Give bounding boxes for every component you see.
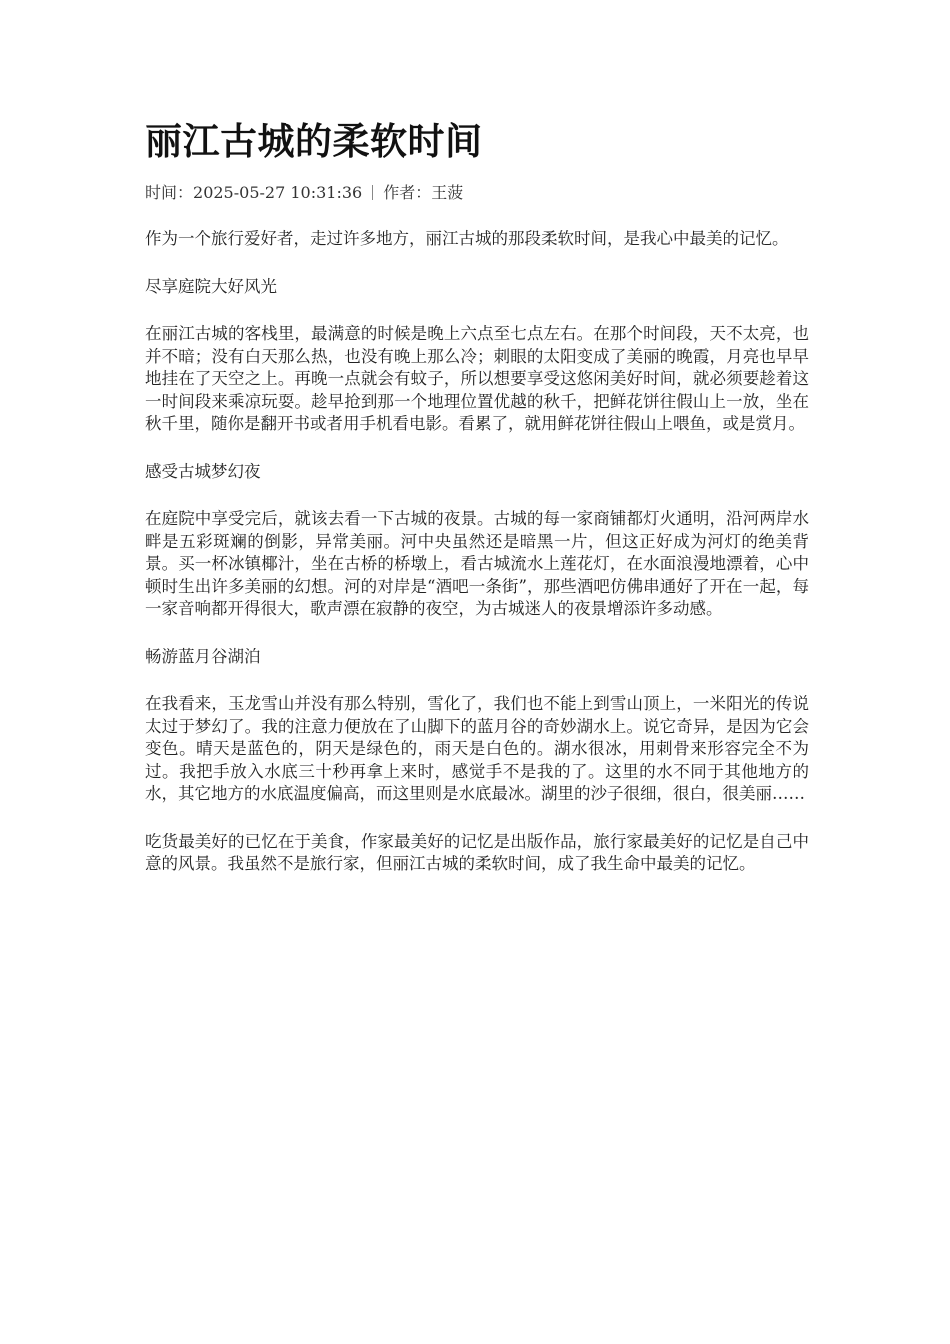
intro-paragraph: 作为一个旅行爱好者，走过许多地方，丽江古城的那段柔软时间，是我心中最美的记忆。 bbox=[145, 229, 789, 248]
article-body bbox=[145, 228, 809, 876]
section-heading-courtyard: 尽享庭院大好风光 bbox=[145, 276, 277, 296]
section-paragraph-blue-moon-valley: 在我看来，玉龙雪山并没有那么特别，雪化了，我们也不能上到雪山顶上，一米阳光的传说太过于梦幻了。我的注意力便放在了山脚下的蓝月谷的奇妙湖水上。说它奇异，是因为它会变色。晴天是蓝色的，阴天是绿色的，雨天是白色的。湖水很冰，用刺骨来形容完全不为过。我把手放入水底三十秒再拿上来时，感觉手不是我的了。这里的水不同于其他地方的水，其它地方的水底温度偏高，而这里则是水底最冰。湖里的沙子很细，很白，很美丽…… bbox=[145, 694, 809, 803]
conclusion-paragraph: 吃货最美好的已忆在于美食，作家最美好的记忆是出版作品，旅行家最美好的记忆是自己中意的风景。我虽然不是旅行家，但丽江古城的柔软时间，成了我生命中最美的记忆。 bbox=[145, 831, 809, 873]
author-value: 王菠 bbox=[431, 183, 464, 202]
meta-divider bbox=[372, 185, 373, 200]
section-paragraph-courtyard: 在丽江古城的客栈里，最满意的时候是晚上六点至七点左右。在那个时间段，天不太亮，也并不暗；没有白天那么热，也没有晚上那么冷；刺眼的太阳变成了美丽的晚霞，月亮也早早地挂在了天空之上。再晚一点就会有蚊子，所以想要享受这悠闲美好时间，就必须要趁着这一时间段来乘凉玩耍。趁早抢到那一个地理位置优越的秋千，把鲜花饼往假山上一放，坐在秋千里，随你是翻开书或者用手机看电影。看累了，就用鲜花饼往假山上喂鱼，或是赏月。 bbox=[145, 324, 809, 433]
time-label: 时间： bbox=[145, 183, 194, 202]
section-heading-night: 感受古城梦幻夜 bbox=[145, 461, 261, 481]
author-label: 作者： bbox=[383, 183, 432, 202]
section-paragraph-night: 在庭院中享受完后，就该去看一下古城的夜景。古城的每一家商铺都灯火通明，沿河两岸水畔是五彩斑斓的倒影，异常美丽。河中央虽然还是暗黑一片，但这正好成为河灯的绝美背景。买一杯冰镇椰汁，坐在古桥的桥墩上，看古城流水上莲花灯，在水面浪漫地漂着，心中顿时生出许多美丽的幻想。河的对岸是“酒吧一条街”，那些酒吧仿佛串通好了开在一起，每一家音响都开得很大，歌声漂在寂静的夜空，为古城迷人的夜景增添许多动感。 bbox=[145, 509, 809, 618]
time-value: 2025-05-27 10:31:36 bbox=[193, 183, 363, 202]
article-title: 丽江古城的柔软时间 bbox=[145, 119, 483, 163]
article bbox=[145, 118, 809, 901]
section-heading-blue-moon-valley: 畅游蓝月谷湖泊 bbox=[145, 646, 261, 666]
article-meta bbox=[145, 182, 809, 204]
